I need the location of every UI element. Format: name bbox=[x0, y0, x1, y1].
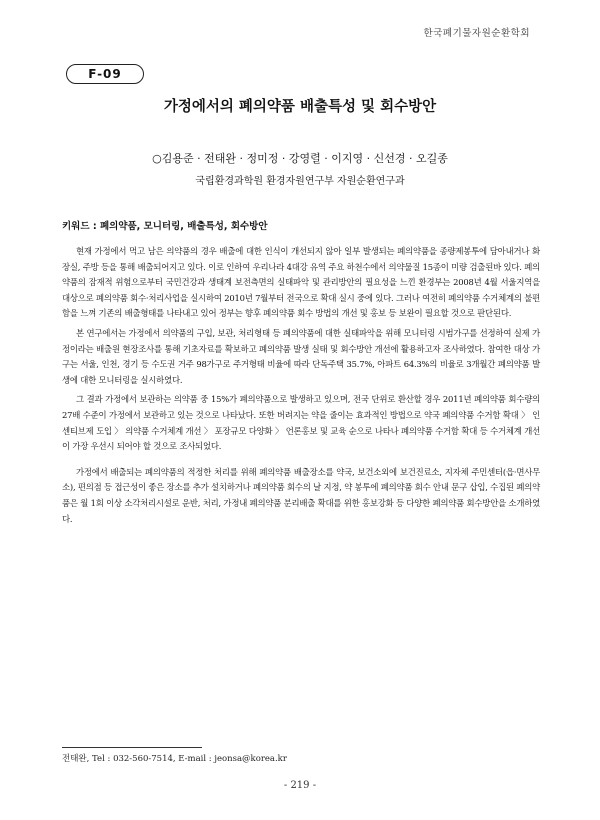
corresponding-author-footnote: 전태완, Tel : 032-560-7514, E-mail : jeonsa@korea.kr bbox=[62, 754, 287, 764]
author-list: ○김용준 · 전태완 · 정미정 · 강영렬 · 이지영 · 신선경 · 오길종 bbox=[152, 152, 448, 165]
paragraph-4: 가정에서 배출되는 폐의약품의 적정한 처리를 위해 폐의약품 배출장소를 약국, 보건소외에 보건진료소, 지자체 주민센터(읍·면사무소), 편의점 등 접근성이 좋은 장소를 추가 설치하거나 폐의약품 회수의 날 지정, 약 봉투에 폐의약품 회수 안내 문구 삽입, 수집된 폐의약품은 월 1회 이상 소각처리시설로 운반, 처리, 가정내 폐의약품 분리배출 확대를 위한 홍보강화 등 다양한 폐의약품 회수방안을 소개하였다. bbox=[62, 466, 540, 524]
abstract-code-badge: F-09 bbox=[66, 64, 144, 84]
paragraph-2: 본 연구에서는 가정에서 의약품의 구입, 보관, 처리형태 등 폐의약품에 대한 실태파악을 위해 모니터링 시범가구를 선정하여 실제 가정이라는 배출원 현장조사를 통해 기초자료를 확보하고 폐의약품 발생 실태 및 회수방안 개선에 활용하고자 조사하였다. 참여한 대상 가구는 서울, 인천, 경기 등 수도권 거주 98가구로 주거형태 비율에 따라 단독주택 35.7%, 아파트 64.3%의 비율로 3개월간 폐의약품 발생에 대한 모니터링을 실시하였다. bbox=[62, 327, 540, 385]
paragraph-1: 현재 가정에서 먹고 남은 의약품의 경우 배출에 대한 인식이 개선되지 않아 일부 발생되는 폐의약품을 종량제봉투에 담아내거나 화장실, 주방 등을 통해 배출되어지고 있다. 이로 인하여 우리나라 4대강 유역 주요 하천수에서 의약물질 15종이 미량 검출된바 있다. 폐의약품의 잠재적 위험으로부터 국민건강과 생태계 보전측면의 실태파악 및 관리방안의 필요성을 느낀 환경부는 2008년 4월 서울지역을 대상으로 폐의약품 회수·처리사업을 실시하여 2010년 7월부터 전국으로 확대 실시 중에 있다. 그러나 여전히 폐의약품 수거체계의 불편함을 느껴 기존의 배출형태를 나타내고 있어 정부는 향후 폐의약품 회수 방법의 개선 및 홍보 등 보완이 필요할 것으로 판단된다. bbox=[62, 246, 540, 319]
page-number: - 219 - bbox=[283, 780, 317, 791]
affiliation: 국립환경과학원 환경자원연구부 자원순환연구과 bbox=[195, 176, 405, 187]
paragraph-3: 그 결과 가정에서 보관하는 의약품 중 15%가 폐의약품으로 발생하고 있으며, 전국 단위로 환산할 경우 2011년 폐의약품 회수량의 27배 수준이 가정에서 보관하고 있는 것으로 나타났다. 또한 버려지는 약을 줄이는 효과적인 방법으로 약국 폐의약품 수거함 확대 〉 인센티브제 도입 〉 의약품 수거체계 개선 〉 포장규모 다양화 〉 언론홍보 및 교육 순으로 나타나 폐의약품 수거함 확대 등 수거체계 개선이 가장 우선시 되어야 할 것으로 조사되었다. bbox=[62, 394, 540, 452]
footnote-divider bbox=[62, 747, 202, 748]
paper-title: 가정에서의 폐의약품 배출특성 및 회수방안 bbox=[163, 99, 437, 115]
journal-header: 한국폐기물자원순환학회 bbox=[423, 28, 530, 39]
abstract-body bbox=[62, 244, 540, 531]
keywords: 키워드 : 폐의약품, 모니터링, 배출특성, 회수방안 bbox=[62, 221, 268, 232]
